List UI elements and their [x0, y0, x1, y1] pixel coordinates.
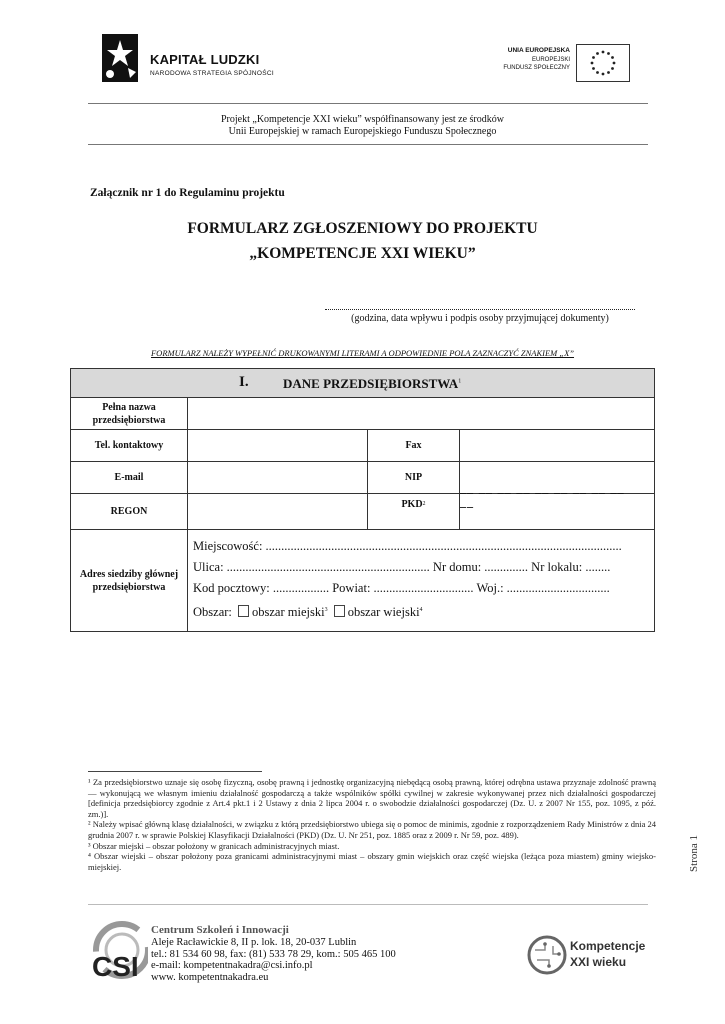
urban-footnote-ref: 3: [324, 606, 328, 613]
eu-line1: UNIA EUROPEJSKA: [507, 47, 570, 54]
signature-caption: (godzina, data wpływu i podpis osoby przyjmującej dokumenty): [351, 313, 609, 324]
kompetencje-line1: Kompetencje: [570, 939, 646, 953]
nip-digit-placeholders: __ __ __ __ __ __ __ __ __ __: [460, 480, 625, 508]
form-title-line2: „KOMPETENCJE XXI WIEKU”: [249, 245, 476, 262]
address-label: Adres siedziby głównej przedsiębiorstwa: [71, 530, 188, 631]
kompetencje-logo: [527, 930, 645, 982]
eu-logo-text: [460, 47, 570, 73]
eu-line2: EUROPEJSKI: [531, 56, 570, 63]
eu-flag-icon: [576, 44, 630, 82]
section-header: [71, 369, 654, 398]
nip-field[interactable]: [460, 462, 654, 508]
address-city-line[interactable]: Miejscowość: ..................................................................................................................: [193, 539, 622, 553]
org-name: Centrum Szkoleń i Innowacji: [151, 924, 289, 936]
annex-label: Załącznik nr 1 do Regulaminu projektu: [90, 187, 285, 199]
org-phones: tel.: 81 534 60 98, fax: (81) 533 78 29, kom.: 505 465 100: [151, 948, 396, 960]
org-email[interactable]: e-mail: kompetentnakadra@csi.info.pl: [151, 960, 313, 972]
regon-field[interactable]: [188, 494, 368, 530]
rural-area-label: obszar wiejski: [347, 605, 420, 619]
email-label: E-mail: [71, 462, 188, 494]
area-row: [193, 605, 423, 620]
full-name-label: Pełna nazwa przedsiębiorstwa: [71, 398, 188, 430]
kompetencje-circuit-icon: [527, 932, 567, 978]
kompetencje-line2: XXI wieku: [570, 955, 627, 969]
project-info-line2: Unii Europejskiej w ramach Europejskiego Funduszu Społecznego: [228, 126, 497, 137]
footnote-4: ⁴ Obszar wiejski – obszar położony poza granicami administracyjnymi miast – obszary gmin wiejskich oraz część wiejska (leżąca poza miastem) gminy wiejsko-miejskiej.: [88, 851, 656, 872]
section-number: I.: [239, 374, 249, 390]
signature-line[interactable]: [325, 299, 635, 310]
eu-line3: FUNDUSZ SPOŁECZNY: [503, 65, 570, 71]
footnote-2: ² Należy wpisać główną klasę działalności, w związku z którą przedsiębiorstwo ubiega się o pomoc de minimis, zgodnie z rozporządzeniem Rady Ministrów z dnia 24 grudnia 2007 r. w sprawie Polskiej Klasyfikacji Działalności (PKD) (Dz. U. Nr 251, poz. 1885 oraz z 2009 r. Nr 59, poz. 489).: [88, 819, 656, 840]
urban-area-label: obszar miejski: [252, 605, 325, 619]
header-divider: [88, 103, 648, 104]
form-title-line1: FORMULARZ ZGŁOSZENIOWY DO PROJEKTU: [187, 220, 538, 237]
pkd-label: PKD 2: [368, 494, 460, 530]
kapital-ludzki-star-icon: [98, 32, 142, 84]
footer-contact: [151, 925, 396, 984]
org-address: Aleje Racławickie 8, II p. lok. 18, 20-037 Lublin: [151, 936, 357, 948]
pkd-field[interactable]: [460, 494, 654, 530]
area-label: Obszar:: [193, 605, 232, 619]
email-field[interactable]: [188, 462, 368, 494]
section-title: DANE PRZEDSIĘBIORSTWA$^1$: [283, 376, 462, 391]
pkd-footnote-ref: 2: [422, 501, 426, 507]
kapital-ludzki-logo: [98, 32, 298, 84]
address-postal-line[interactable]: Kod pocztowy: .................. Powiat: ................................ Woj.: .................................: [193, 581, 610, 595]
footnote-3: ³ Obszar miejski – obszar położony w granicach administracyjnych miast.: [88, 840, 340, 851]
csi-logo-icon: [88, 914, 148, 984]
phone-label: Tel. kontaktowy: [71, 430, 188, 462]
csi-logo-text: CSI: [92, 951, 139, 982]
fax-field[interactable]: [460, 430, 654, 462]
nip-label: NIP: [368, 462, 460, 494]
section-footnote-ref: 1: [458, 378, 462, 385]
fax-label: Fax: [368, 430, 460, 462]
project-info-line1: Projekt „Kompetencje XXI wieku” współfinansowany jest ze środków: [221, 114, 504, 125]
fill-instruction: FORMULARZ NALEŻY WYPEŁNIĆ DRUKOWANYMI LITERAMI A ODPOWIEDNIE POLA ZAZNACZYĆ ZNAKIEM „X”: [150, 348, 575, 358]
kapital-ludzki-subtitle: NARODOWA STRATEGIA SPÓJNOŚCI: [150, 70, 274, 77]
footer-divider: [88, 904, 648, 905]
footnotes: [88, 777, 656, 872]
org-website[interactable]: www. kompetentnakadra.eu: [151, 972, 269, 984]
urban-area-checkbox[interactable]: [238, 605, 249, 617]
footnote-rule: [88, 771, 262, 772]
phone-field[interactable]: [188, 430, 368, 462]
footnote-1: ¹ Za przedsiębiorstwo uznaje się osobę fizyczną, osobę prawną i jednostkę organizacyjną niebędącą osobą prawną, której odrębna ustawa przyznaje zdolność prawną — wykonującą we własnym imieniu działalność gospodarczą a także wspólników spółki cywilnej w zakresie wykonywanej przez nich działalności gospodarczej [definicja przedsiębiorcy zgodnie z Art.4 pkt.1 i 2 Ustawy z dnia 2 lipca 2004 r. o swobodzie działalności gospodarczej (Dz. U. z 2007 Nr 155, poz. 1095, z póź. zm.)].: [88, 777, 656, 819]
page-number: Strona 1: [688, 835, 700, 872]
regon-label: REGON: [71, 494, 188, 530]
kapital-ludzki-title: KAPITAŁ LUDZKI: [150, 52, 260, 67]
company-data-form: [70, 368, 655, 632]
header-divider-2: [88, 144, 648, 145]
full-name-field[interactable]: [188, 398, 654, 430]
rural-area-checkbox[interactable]: [334, 605, 345, 617]
rural-footnote-ref: 4: [419, 606, 423, 613]
address-street-line[interactable]: Ulica: ................................................................. Nr domu: .............. Nr lokalu: ........: [193, 560, 611, 574]
